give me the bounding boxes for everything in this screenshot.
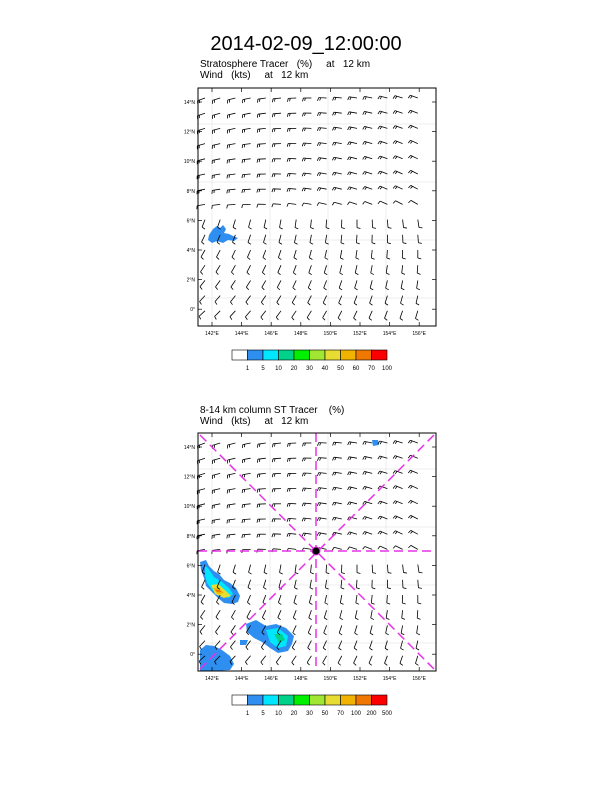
colorbar-label: 20	[290, 711, 298, 717]
colorbar-box	[310, 695, 326, 705]
lat-tick-label: 8°N	[186, 188, 195, 195]
colorbar-label: 40	[321, 366, 329, 372]
colorbar-label: 70	[368, 366, 375, 372]
panel2-subtitle: Wind (kts) at 12 km	[200, 416, 309, 427]
lon-tick-label: 152°E	[353, 676, 367, 682]
lon-tick-label: 144°E	[234, 331, 249, 337]
lat-tick-label: 0°	[190, 307, 195, 314]
colorbar-label: 50	[321, 711, 329, 717]
lon-tick-label: 156°E	[412, 331, 427, 337]
lon-tick-label: 144°E	[234, 676, 249, 682]
panel2-title: 8-14 km column ST Tracer (%)	[200, 405, 345, 416]
lat-tick-label: 4°N	[186, 248, 195, 254]
lat-tick-label: 2°N	[186, 622, 195, 629]
lon-tick-label: 152°E	[353, 331, 367, 337]
lat-tick-label: 0°	[190, 652, 195, 659]
colorbar-label: 70	[337, 711, 344, 717]
panel2-tracer-speck-ne	[372, 440, 379, 446]
colorbar-label: 10	[275, 711, 282, 717]
colorbar-box	[294, 350, 310, 360]
colorbar-label: 30	[306, 366, 313, 372]
colorbar-label: 50	[337, 366, 344, 372]
lon-tick-label: 146°E	[264, 676, 279, 682]
lon-tick-label: 154°E	[382, 331, 397, 337]
lat-tick-label: 6°N	[186, 563, 195, 570]
colorbar-box	[325, 695, 341, 705]
lon-tick-label: 146°E	[264, 331, 279, 337]
lat-tick-label: 4°N	[186, 593, 195, 599]
panel1-colorbar	[232, 350, 393, 372]
lon-tick-label: 150°E	[323, 331, 338, 337]
colorbar-label: 500	[381, 711, 393, 717]
lat-tick-label: 6°N	[186, 218, 195, 225]
panel2-colorbar	[232, 695, 393, 717]
colorbar-label: 5	[261, 366, 265, 372]
lon-tick-label: 150°E	[323, 676, 338, 682]
colorbar-label: 20	[290, 366, 298, 372]
colorbar-label: 1	[245, 711, 250, 717]
lon-tick-label: 156°E	[412, 676, 427, 682]
figure-title: 2014-02-09_12:00:00	[210, 33, 402, 55]
colorbar-box	[372, 350, 388, 360]
colorbar-label: 60	[352, 366, 360, 372]
colorbar-box	[356, 695, 372, 705]
colorbar-box	[325, 350, 341, 360]
colorbar-label: 100	[381, 366, 393, 372]
lon-tick-label: 154°E	[382, 676, 397, 682]
panel1-title: Stratosphere Tracer (%) at 12 km	[200, 59, 371, 70]
panel1-map	[184, 88, 436, 372]
colorbar-box	[341, 350, 357, 360]
colorbar-label: 10	[275, 366, 282, 372]
colorbar-box	[263, 695, 279, 705]
lon-tick-label: 148°E	[293, 331, 308, 337]
colorbar-box	[248, 350, 264, 360]
colorbar-box	[232, 695, 248, 705]
lat-tick-label: 2°N	[186, 277, 195, 284]
panel2-center-marker	[312, 547, 320, 555]
lat-tick-label: 14°N	[183, 100, 195, 106]
colorbar-label: 1	[245, 366, 250, 372]
colorbar-box	[294, 695, 310, 705]
colorbar-box	[279, 350, 295, 360]
colorbar-box	[232, 350, 248, 360]
colorbar-box	[372, 695, 388, 705]
lat-tick-label: 8°N	[186, 533, 195, 540]
colorbar-box	[263, 350, 279, 360]
colorbar-label: 200	[366, 711, 377, 717]
colorbar-label: 100	[350, 711, 362, 717]
lat-tick-label: 14°N	[183, 445, 195, 451]
panel1-subtitle: Wind (kts) at 12 km	[200, 70, 309, 81]
lat-tick-label: 10°N	[183, 159, 195, 166]
panel2-map	[184, 433, 436, 717]
lon-tick-label: 148°E	[293, 676, 308, 682]
lat-tick-label: 12°N	[183, 129, 195, 136]
lon-tick-label: 142°E	[205, 676, 219, 682]
lat-tick-label: 12°N	[183, 474, 195, 481]
lat-tick-label: 10°N	[183, 504, 195, 511]
colorbar-box	[279, 695, 295, 705]
colorbar-label: 30	[306, 711, 313, 717]
lon-tick-label: 142°E	[205, 331, 219, 337]
colorbar-box	[310, 350, 326, 360]
colorbar-box	[248, 695, 264, 705]
colorbar-box	[356, 350, 372, 360]
colorbar-box	[341, 695, 357, 705]
colorbar-label: 5	[261, 711, 265, 717]
